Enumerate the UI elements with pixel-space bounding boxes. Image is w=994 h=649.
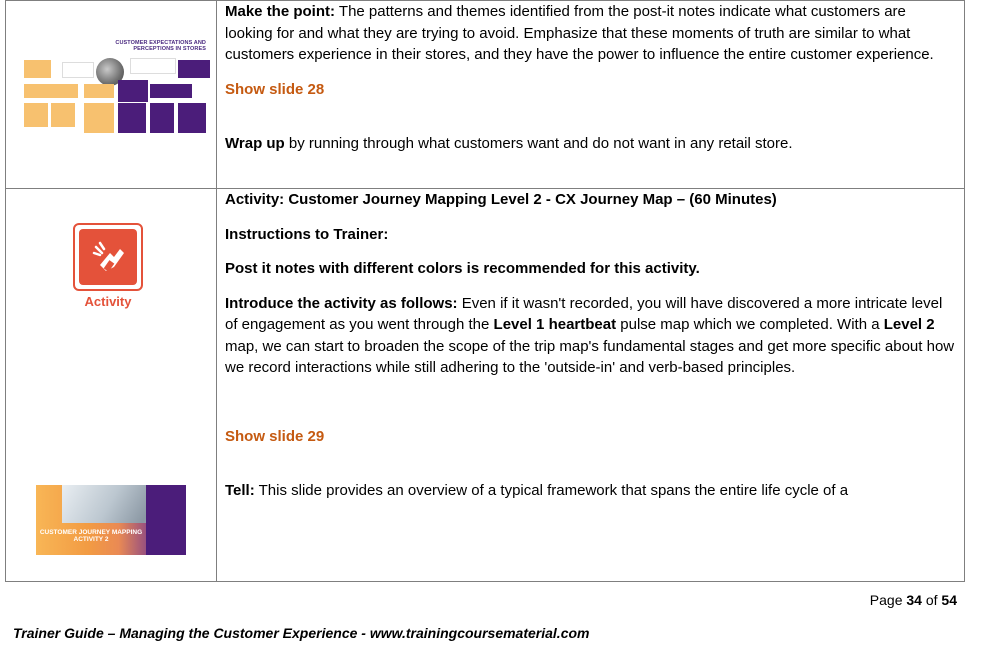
table-row xyxy=(6,189,965,582)
instruction-cell xyxy=(217,189,965,582)
make-the-point-paragraph xyxy=(225,1,956,66)
slide-28-thumbnail xyxy=(18,28,210,136)
content-table xyxy=(5,0,965,582)
instruction-cell xyxy=(217,1,965,189)
slide-cell xyxy=(6,1,217,189)
make-point-text: The patterns and themes identified from the post-it notes indicate what customers are looking for and what they are trying to avoid. Emphasize that these moments of truth are similar to what customers experience in their stores, and they have the power to influence the entire customer experience. xyxy=(225,3,934,63)
tell-paragraph: Tell: This slide provides an overview of a typical framework that spans the entire life cycle of a xyxy=(225,482,849,499)
wrap-up-text: by running through what customers want and do not want in any retail store. xyxy=(284,135,793,152)
make-point-label: Make the point: xyxy=(225,3,336,20)
hand-click-icon xyxy=(73,223,143,291)
wrap-up-label: Wrap up xyxy=(225,135,285,152)
introduce-paragraph: Introduce the activity as follows: Even if it wasn't recorded, you will have discovered a more intricate level of engagement as you went through the Level 1 heartbeat pulse map which we completed. With a Level 2 map, we can start to broaden the scope of the trip map's fundamental stages and get more specific about how we record interactions while still adhering to the 'outside-in' and verb-based principles. xyxy=(225,294,955,376)
slide-title: CUSTOMER EXPECTATIONS AND PERCEPTIONS IN STORES xyxy=(115,40,206,52)
slide-29-thumbnail xyxy=(36,485,186,555)
show-slide-28: Show slide 28 xyxy=(225,80,325,98)
activity-title: Activity: Customer Journey Mapping Level 2 - CX Journey Map – (60 Minutes) xyxy=(225,191,777,208)
instructions-heading: Instructions to Trainer: xyxy=(225,225,389,243)
wrap-up-paragraph xyxy=(225,133,956,155)
slide-caption: CUSTOMER JOURNEY MAPPING ACTIVITY 2 xyxy=(39,529,143,543)
footer-title: Trainer Guide – Managing the Customer Experience - www.trainingcoursematerial.com xyxy=(13,625,590,641)
page-number: Page 34 of 54 xyxy=(869,592,957,608)
activity-label: Activity xyxy=(84,294,132,309)
post-it-note-instruction: Post it notes with different colors is recommended for this activity. xyxy=(225,260,700,277)
table-row xyxy=(6,1,965,189)
icon-cell xyxy=(6,189,217,582)
show-slide-29: Show slide 29 xyxy=(225,427,325,445)
